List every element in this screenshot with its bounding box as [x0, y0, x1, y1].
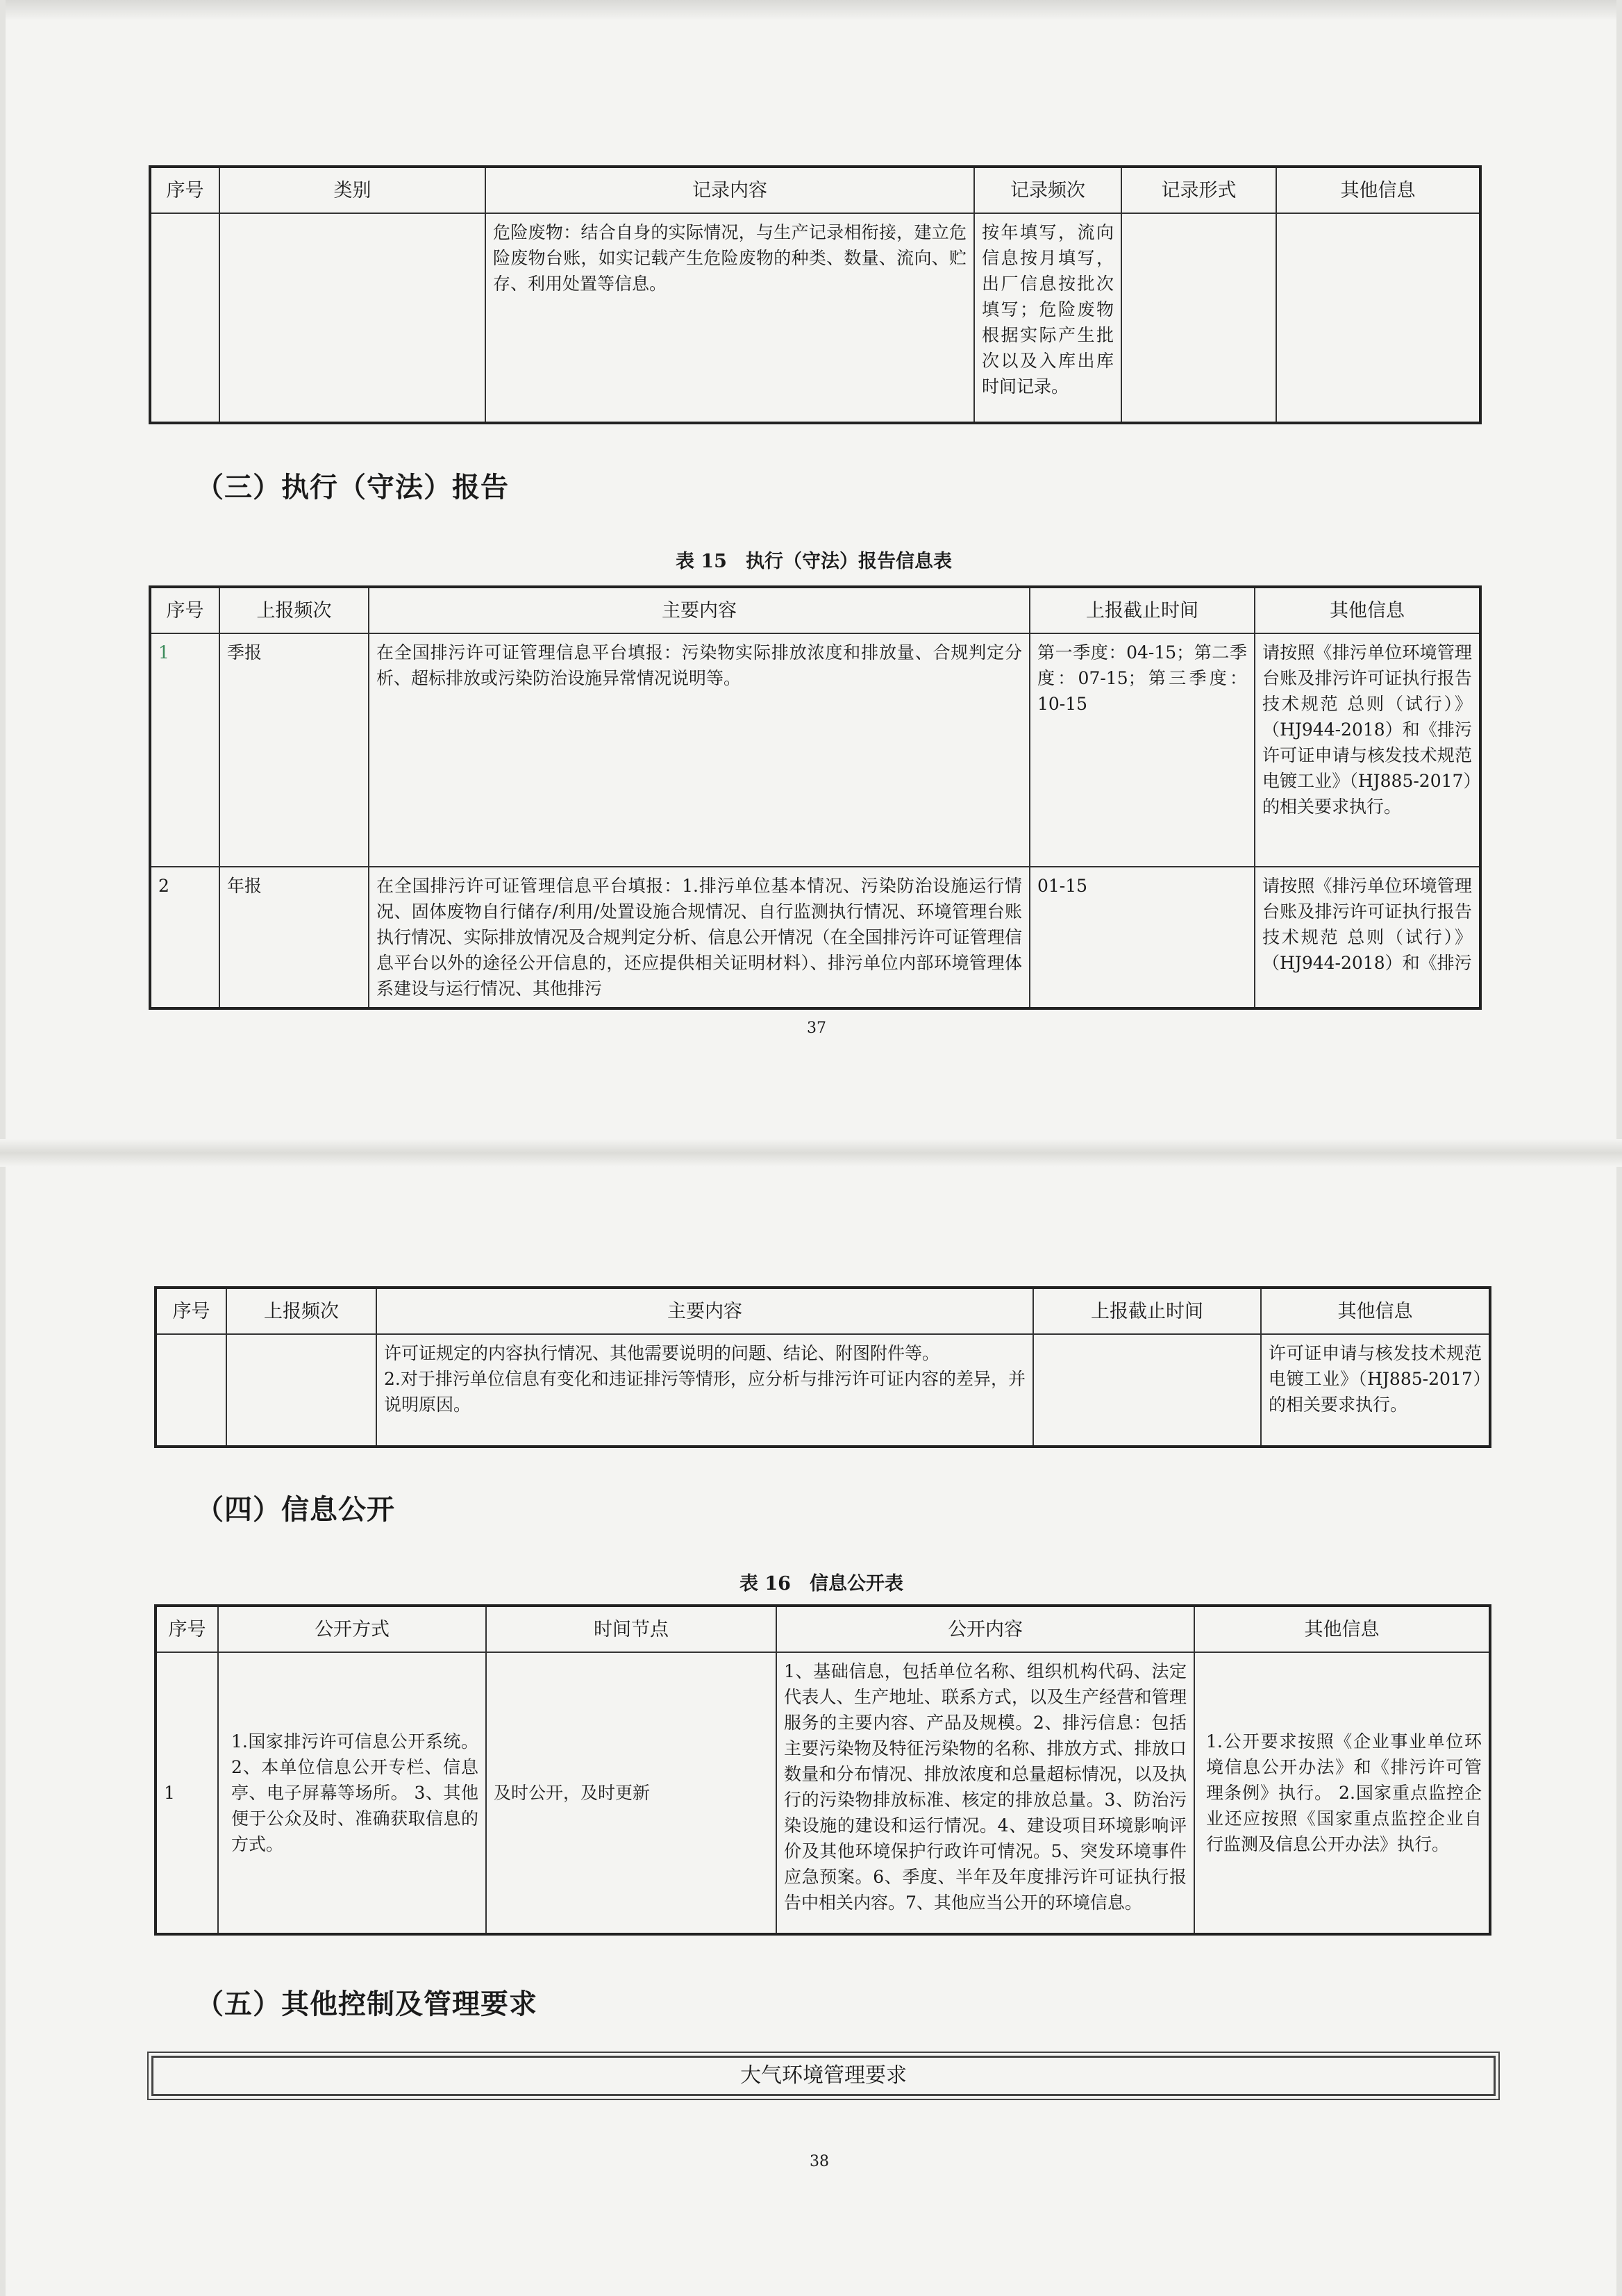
- section-heading-5: （五）其他控制及管理要求: [196, 1988, 537, 2020]
- cell-other-info: 请按照《排污单位环境管理台账及排污许可证执行报告技术规范 总则（试行）》（HJ944-2018）和《排污: [1255, 867, 1480, 1008]
- cell-report-frequency: 季报: [219, 633, 369, 867]
- col-header-seq: 序号: [156, 1288, 226, 1334]
- col-header-deadline: 上报截止时间: [1030, 587, 1255, 633]
- cell-main-content: 在全国排污许可证管理信息平台填报：1.排污单位基本情况、污染防治设施运行情况、固体废物自行储存/利用/处置设施合规情况、自行监测执行情况、环境管理台账执行情况、实际排放情况及合规判定分析、信息公开情况（在全国排污许可证管理信息平台以外的途径公开信息的，还应提供相关证明材料）、排污单位内部环境管理体系建设与运行情况、其他排污: [369, 867, 1030, 1008]
- scan-edge: [0, 0, 1622, 21]
- table-header-row: [150, 587, 1480, 633]
- page-divider: [0, 1139, 1622, 1167]
- cell-seq: [156, 1334, 226, 1447]
- col-header-time-node: 时间节点: [486, 1606, 776, 1652]
- cell-other-info: [1276, 213, 1480, 423]
- cell-other-info: 请按照《排污单位环境管理台账及排污许可证执行报告技术规范 总则（试行）》（HJ944-2018）和《排污许可证申请与核发技术规范 电镀工业》（HJ885-2017）的相关要求执行。: [1255, 633, 1480, 867]
- table-row: [150, 633, 1480, 867]
- cell-seq: 1: [150, 633, 219, 867]
- col-header-record-form: 记录形式: [1121, 167, 1276, 213]
- table-header-row: [150, 167, 1480, 213]
- col-header-record-frequency: 记录频次: [974, 167, 1121, 213]
- air-environment-banner: 大气环境管理要求: [151, 2056, 1496, 2096]
- col-header-seq: 序号: [150, 167, 219, 213]
- cell-disclosure-method: 1.国家排污许可信息公开系统。 2、本单位信息公开专栏、信息亭、电子屏幕等场所。 3、其他便于公众及时、准确获取信息的方式。: [218, 1652, 486, 1934]
- cell-deadline: [1033, 1334, 1261, 1447]
- record-table-continued: [149, 165, 1482, 424]
- cell-record-form: [1121, 213, 1276, 423]
- section-heading-3: （三）执行（守法）报告: [196, 472, 509, 504]
- col-header-other-info: 其他信息: [1255, 587, 1480, 633]
- table-row: [150, 213, 1480, 423]
- col-header-deadline: 上报截止时间: [1033, 1288, 1261, 1334]
- table-header-row: [156, 1288, 1490, 1334]
- table15-caption: 表 15 执行（守法）报告信息表: [676, 551, 952, 572]
- col-header-report-frequency: 上报频次: [226, 1288, 376, 1334]
- table15: [149, 585, 1482, 1010]
- col-header-other-info: 其他信息: [1194, 1606, 1490, 1652]
- page-number: 38: [810, 2153, 829, 2170]
- cell-time-node: 及时公开，及时更新: [486, 1652, 776, 1934]
- table-row: [150, 867, 1480, 1008]
- col-header-category: 类别: [219, 167, 485, 213]
- section-heading-4: （四）信息公开: [196, 1494, 395, 1526]
- cell-seq: [150, 213, 219, 423]
- cell-deadline: 01-15: [1030, 867, 1255, 1008]
- cell-other-info: 许可证申请与核发技术规范 电镀工业》（HJ885-2017）的相关要求执行。: [1261, 1334, 1490, 1447]
- col-header-other-info: 其他信息: [1261, 1288, 1490, 1334]
- col-header-disclosure-content: 公开内容: [776, 1606, 1194, 1652]
- col-header-main-content: 主要内容: [369, 587, 1030, 633]
- col-header-report-frequency: 上报频次: [219, 587, 369, 633]
- table-header-row: [156, 1606, 1490, 1652]
- table15-continued: [154, 1286, 1491, 1448]
- col-header-main-content: 主要内容: [376, 1288, 1033, 1334]
- cell-report-frequency: 年报: [219, 867, 369, 1008]
- cell-record-frequency: 按年填写，流向信息按月填写，出厂信息按批次填写；危险废物根据实际产生批次以及入库出库时间记录。: [974, 213, 1121, 423]
- col-header-other-info: 其他信息: [1276, 167, 1480, 213]
- cell-other-info: 1.公开要求按照《企业事业单位环境信息公开办法》和《排污许可管理条例》执行。 2.国家重点监控企业还应按照《国家重点监控企业自行监测及信息公开办法》执行。: [1194, 1652, 1490, 1934]
- cell-main-content: 在全国排污许可证管理信息平台填报：污染物实际排放浓度和排放量、合规判定分析、超标排放或污染防治设施异常情况说明等。: [369, 633, 1030, 867]
- cell-category: [219, 213, 485, 423]
- cell-seq: 2: [150, 867, 219, 1008]
- col-header-record-content: 记录内容: [485, 167, 974, 213]
- col-header-disclosure-method: 公开方式: [218, 1606, 486, 1652]
- cell-disclosure-content: 1、基础信息，包括单位名称、组织机构代码、法定代表人、生产地址、联系方式，以及生产经营和管理服务的主要内容、产品及规模。2、排污信息：包括主要污染物及特征污染物的名称、排放方式、排放口数量和分布情况、排放浓度和总量超标情况，以及执行的污染物排放标准、核定的排放总量。3、防治污染设施的建设和运行情况。4、建设项目环境影响评价及其他环境保护行政许可情况。5、突发环境事件应急预案。6、季度、半年及年度排污许可证执行报告中相关内容。7、其他应当公开的环境信息。: [776, 1652, 1194, 1934]
- cell-deadline: 第一季度：04-15；第二季度：07-15；第三季度：10-15: [1030, 633, 1255, 867]
- cell-report-frequency: [226, 1334, 376, 1447]
- cell-main-content: 许可证规定的内容执行情况、其他需要说明的问题、结论、附图附件等。 2.对于排污单位信息有变化和违证排污等情形，应分析与排污许可证内容的差异，并说明原因。: [376, 1334, 1033, 1447]
- table-row: [156, 1334, 1490, 1447]
- table16-caption: 表 16 信息公开表: [739, 1573, 903, 1595]
- col-header-seq: 序号: [156, 1606, 218, 1652]
- table16: [154, 1604, 1491, 1936]
- table-row: [156, 1652, 1490, 1934]
- cell-seq: 1: [156, 1652, 218, 1934]
- cell-record-content: 危险废物：结合自身的实际情况，与生产记录相衔接，建立危险废物台账，如实记载产生危险废物的种类、数量、流向、贮存、利用处置等信息。: [485, 213, 974, 423]
- col-header-seq: 序号: [150, 587, 219, 633]
- page-number: 37: [807, 1020, 826, 1037]
